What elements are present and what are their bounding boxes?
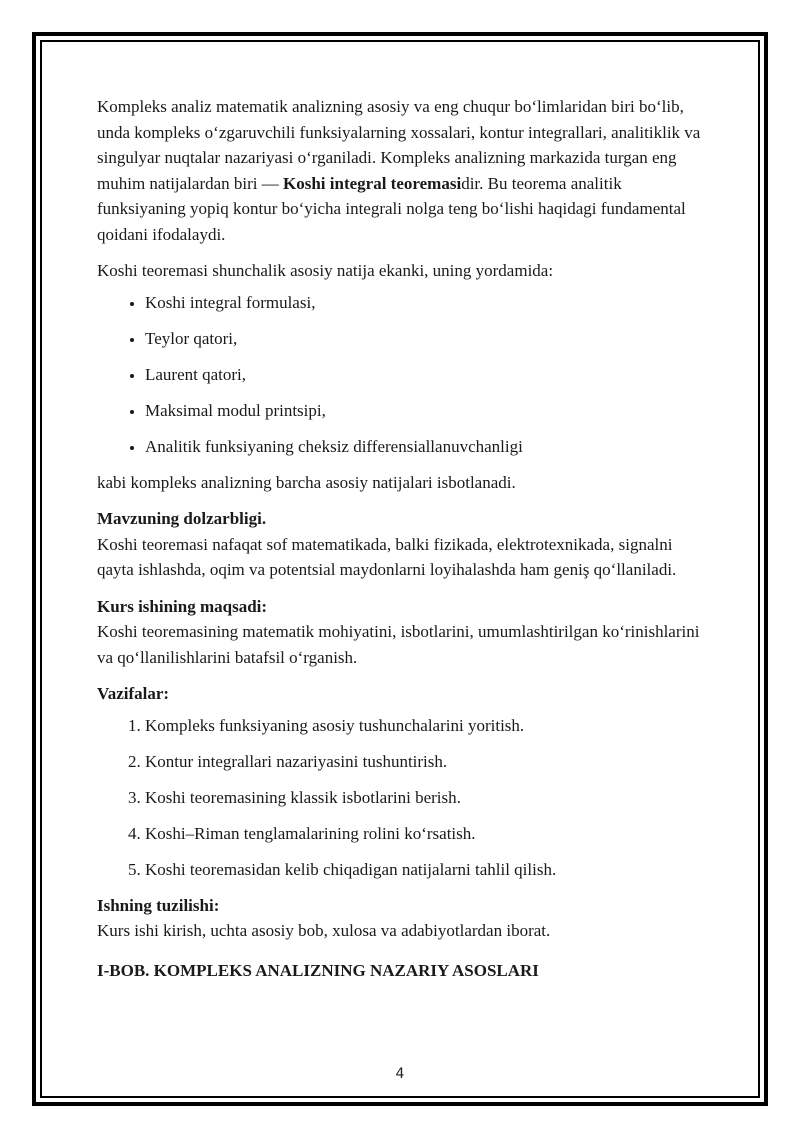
structure-section <box>97 893 703 944</box>
list-item: 1. Kompleks funksiyaning asosiy tushunchalarini yoritish. <box>145 713 703 739</box>
document-body <box>97 94 703 994</box>
list-item: • Koshi integral formulasi, <box>145 290 703 316</box>
intro-bold-term: Koshi integral teoremasi <box>283 173 462 193</box>
list-item: • Teylor qatori, <box>145 326 703 352</box>
list-item: • Laurent qatori, <box>145 362 703 388</box>
list-item: 5. Koshi teoremasidan kelib chiqadigan natijalarni tahlil qilish. <box>145 857 703 883</box>
structure-heading: Ishning tuzilishi: <box>97 895 220 915</box>
list-intro: Koshi teoremasi shunchalik asosiy natija ekanki, uning yordamida: <box>97 261 554 280</box>
list-item: 2. Kontur integrallari nazariyasini tushuntirish. <box>145 749 703 775</box>
results-list <box>97 290 703 460</box>
structure-text: Kurs ishi kirish, uchta asosiy bob, xulosa va adabiyotlardan iborat. <box>97 921 551 940</box>
page-number: 4 <box>395 1066 405 1082</box>
goal-text: Koshi teoremasining matematik mohiyatini, isbotlarini, umumlashtirilgan ko‘rinishlarini va qo‘llanilishlarini batafsil o‘rganish. <box>97 622 700 667</box>
relevance-heading: Mavzuning dolzarbligi. <box>97 509 267 528</box>
list-outro: kabi kompleks analizning barcha asosiy natijalari isbotlanadi. <box>97 472 516 492</box>
intro-paragraph: Kompleks analiz matematik analizning asosiy va eng chuqur bo‘limlaridan biri bo‘lib, unda kompleks o‘zgaruvchili funksiyalarning xossalari, kontur integrallari, analitiklik va singulyar nuqtalar nazariyasi o‘rganiladi. Kompleks analizning markazida turgan eng muhim natijalardan biri — Koshi integral teoremasidir. Bu teorema analitik funksiyaning yopiq kontur bo‘yicha integrali nolga teng bo‘lishi haqidagi fundamental qoidani ifodalaydi. <box>97 97 701 244</box>
relevance-section <box>97 506 703 583</box>
list-item: • Analitik funksiyaning cheksiz differensiallanuvchanligi <box>145 434 703 460</box>
chapter-title: I-BOB. KOMPLEKS ANALIZNING NAZARIY ASOSLARI <box>97 960 539 980</box>
list-item: 3. Koshi teoremasining klassik isbotlarini berish. <box>145 785 703 811</box>
list-item: • Maksimal modul printsipi, <box>145 398 703 424</box>
tasks-heading: Vazifalar: <box>97 684 170 703</box>
goal-section <box>97 594 703 671</box>
list-item: 4. Koshi–Riman tenglamalarining rolini ko‘rsatish. <box>145 821 703 847</box>
tasks-list <box>97 713 703 883</box>
goal-heading: Kurs ishining maqsadi: <box>97 596 268 616</box>
relevance-text: Koshi teoremasi nafaqat sof matematikada, balki fizikada, elektrotexnikada, signalni qayta ishlashda, oqim va potentsial maydonlarni loyihalashda ham geniş qo‘llaniladi. <box>97 534 677 579</box>
